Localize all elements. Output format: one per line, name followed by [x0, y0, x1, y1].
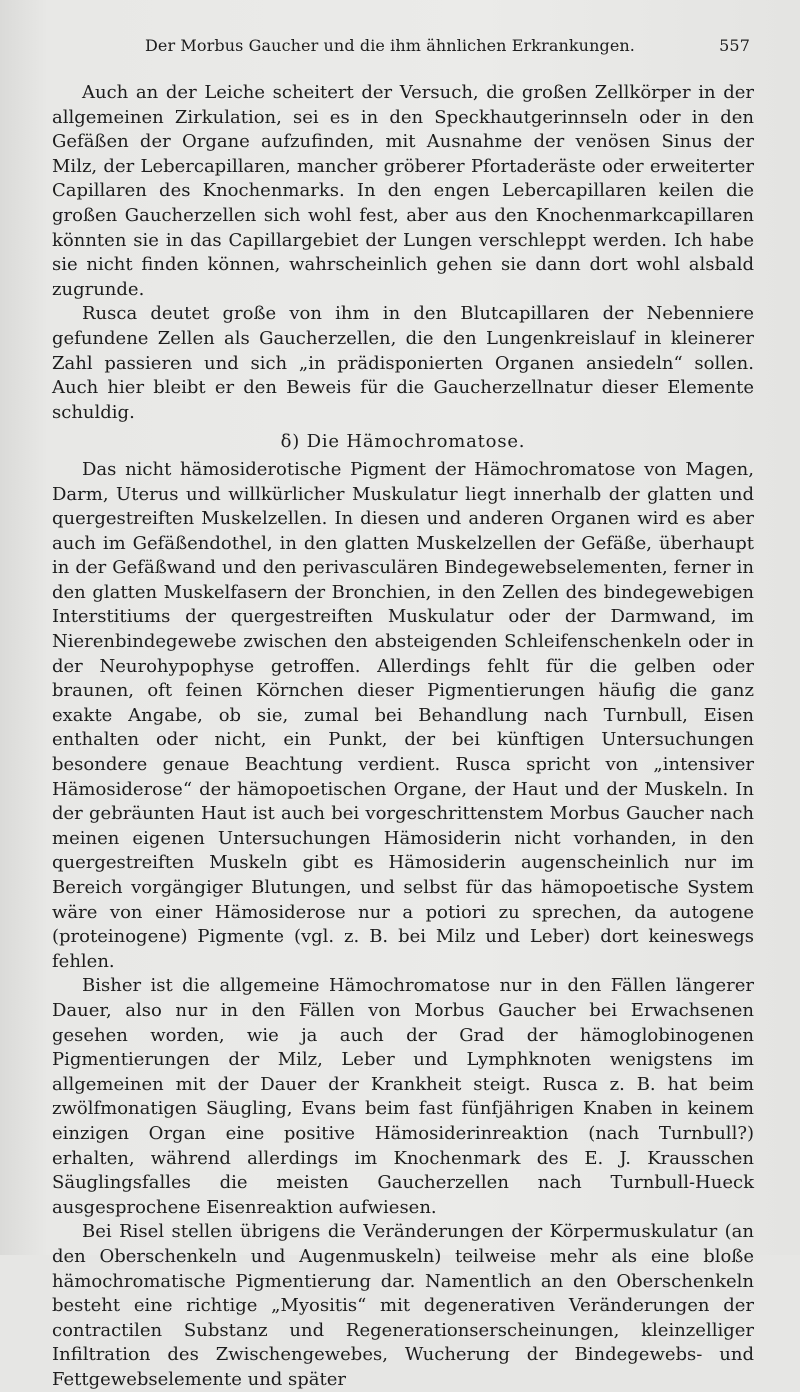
running-title: Der Morbus Gaucher und die ihm ähnlichen Erkrankungen. [145, 36, 635, 55]
paragraph: Das nicht hämosiderotische Pigment der Hämochromatose von Magen, Darm, Uterus und willkürlicher Muskulatur liegt innerhalb der glatten und quergestreiften Muskelzellen. In diesen und anderen Organen wird es aber auch im Gefäßendothel, in den glatten Muskelzellen der Gefäße, überhaupt in der Gefäßwand und den perivasculären Bindegewebselementen, ferner in den glatten Muskelfasern der Bronchien, in den Zellen des bindegewebigen Interstitiums der quergestreiften Muskulatur oder der Darmwand, im Nierenbindegewebe zwischen den absteigenden Schleifenschenkeln oder in der Neurohypophyse getroffen. Allerdings fehlt für die gelben oder braunen, oft feinen Körnchen dieser Pigmentierungen häufig die ganz exakte Angabe, ob sie, zumal bei Behandlung nach Turnbull, Eisen enthalten oder nicht, ein Punkt, der bei künftigen Untersuchungen besondere genaue Beachtung verdient. Rusca spricht von „intensiver Hämosiderose“ der hämopoetischen Organe, der Haut und der Muskeln. In der gebräunten Haut ist auch bei vorgeschrittenstem Morbus Gaucher nach meinen eigenen Untersuchungen Hämosiderin nicht vorhanden, in den quergestreiften Muskeln gibt es Hämosiderin augenscheinlich nur im Bereich vorgängiger Blutungen, und selbst für das hämopoetische System wäre von einer Hämosiderose nur a potiori zu sprechen, da autogene (proteinogene) Pigmente (vgl. z. B. bei Milz und Leber) dort keineswegs fehlen. [52, 458, 754, 972]
paragraph: Bisher ist die allgemeine Hämochromatose nur in den Fällen längerer Dauer, also nur in den Fällen von Morbus Gaucher bei Erwachsenen gesehen worden, wie ja auch der Grad der hämoglobinogenen Pigmentierungen der Milz, Leber und Lymphknoten wenigstens im allgemeinen mit der Dauer der Krankheit steigt. Rusca z. B. hat beim zwölfmonatigen Säugling, Evans beim fast fünfjährigen Knaben in keinem einzigen Organ eine positive Hämosiderinreaktion (nach Turnbull?) erhalten, während allerdings im Knochenmark des E. J. Krausschen Säuglingsfalles die meisten Gaucherzellen nach Turnbull-Hueck ausgesprochene Eisenreaktion aufwiesen. [52, 975, 754, 1218]
page-number: 557 [719, 36, 750, 55]
page-body [52, 81, 754, 1392]
paragraph: Rusca deutet große von ihm in den Blutcapillaren der Nebenniere gefundene Zellen als Gaucherzellen, die den Lungenkreislauf in kleinerer Zahl passieren und sich „in prädisponierten Organen ansiedeln“ sollen. Auch hier bleibt er den Beweis für die Gaucherzellnatur dieser Elemente schuldig. [52, 303, 754, 423]
paragraph: Auch an der Leiche scheitert der Versuch, die großen Zellkörper in der allgemeinen Zirkulation, sei es in den Speckhautgerinnseln oder in den Gefäßen der Organe aufzufinden, mit Ausnahme der venösen Sinus der Milz, der Lebercapillaren, mancher gröberer Pfortaderäste oder erweiterter Capillaren des Knochenmarks. In den engen Lebercapillaren keilen die großen Gaucherzellen sich wohl fest, aber aus den Knochenmarkcapillaren könnten sie in das Capillargebiet der Lungen verschleppt werden. Ich habe sie nicht finden können, wahrscheinlich gehen sie dann dort wohl alsbald zugrunde. [52, 82, 754, 300]
paragraph: Bei Risel stellen übrigens die Veränderungen der Körpermuskulatur (an den Oberschenkeln und Augenmuskeln) teilweise mehr als eine bloße hämochromatische Pigmentierung dar. Namentlich an den Oberschenkeln besteht eine richtige „Myositis“ mit degenerativen Veränderungen der contractilen Substanz und Regenerationserscheinungen, kleinzelliger Infiltration des Zwischengewebes, Wucherung der Bindegewebs- und Fettgewebselemente und später [52, 1221, 754, 1390]
section-heading: δ) Die Hämochromatose. [280, 431, 526, 453]
